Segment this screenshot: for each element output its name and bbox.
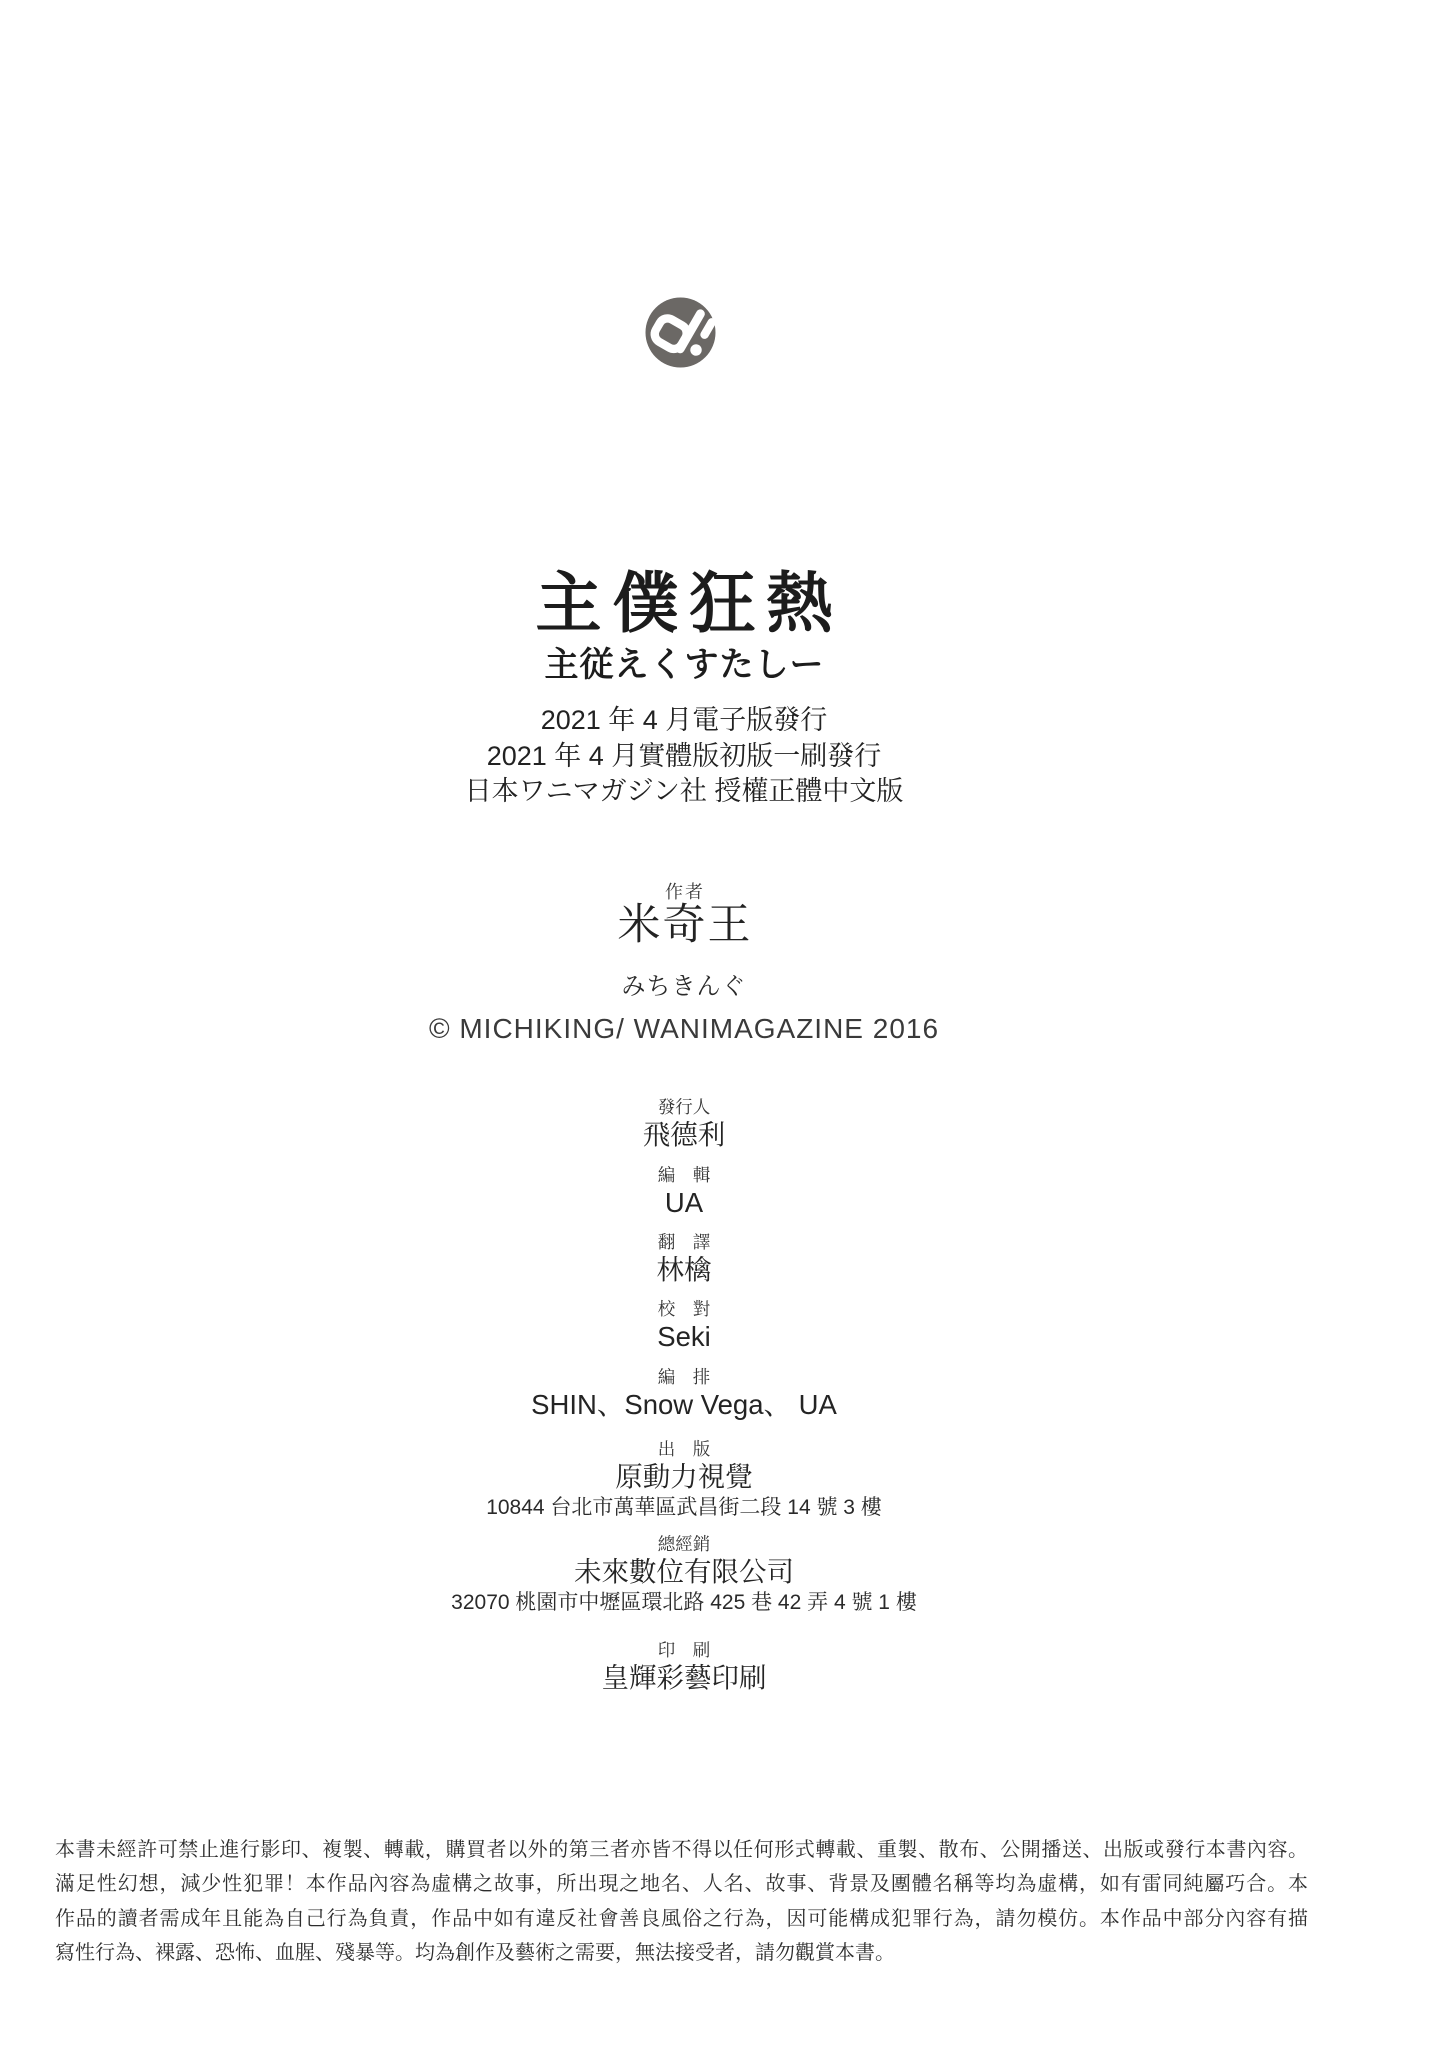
- staff-label: 翻 譯: [657, 1232, 711, 1252]
- staff-label: 校 對: [657, 1299, 711, 1319]
- copyright-line: © MICHIKING/ WANIMAGAZINE 2016: [428, 1013, 940, 1044]
- disclaimer-line: 作品的讀者需成年且能為自己行為負責，作品中如有違反社會善良風俗之行為，因可能構成犯罪行為，請勿模仿。本作品中部分內容有描: [55, 1907, 1308, 1930]
- staff-name: 飛德利: [642, 1119, 726, 1150]
- license-line: 日本ワニマガジン社 授權正體中文版: [464, 776, 904, 806]
- disclaimer-line: 滿足性幻想，減少性犯罪！本作品內容為虛構之故事，所出現之地名、人名、故事、背景及團體名稱等均為虛構，如有雷同純屬巧合。本: [55, 1873, 1308, 1896]
- edition-line-digital: 2021 年 4 月電子版發行: [540, 705, 828, 735]
- staff-name: Seki: [657, 1321, 711, 1352]
- distributor-address: 32070 桃園市中壢區環北路 425 巷 42 弄 4 號 1 樓: [451, 1591, 917, 1614]
- edition-line-print: 2021 年 4 月實體版初版一刷發行: [486, 740, 882, 771]
- book-subtitle: 主従えくすたしー: [544, 646, 825, 684]
- legal-disclaimer: [55, 1833, 1308, 1971]
- staff-name: 林檎: [656, 1254, 712, 1285]
- author-kana: みちきんぐ: [621, 973, 747, 1000]
- staff-label: 發行人: [657, 1097, 711, 1117]
- staff-name: UA: [664, 1187, 704, 1218]
- author-name: 米奇王: [617, 901, 753, 949]
- staff-entry-printer: [602, 1639, 767, 1694]
- publisher-d-logo-icon: [645, 297, 716, 368]
- book-title: 主僕狂熱: [535, 566, 844, 640]
- staff-entry-publisher-person: [643, 1096, 726, 1151]
- staff-name: 原動力視覺: [615, 1461, 753, 1492]
- edition-info: [465, 703, 904, 810]
- author-label: 作者: [665, 882, 705, 902]
- staff-name: 未來數位有限公司: [573, 1556, 794, 1587]
- disclaimer-line: 本書未經許可禁止進行影印、複製、轉載，購買者以外的第三者亦皆不得以任何形式轉載、重製、散布、公開播送、出版或發行本書內容。: [55, 1839, 1308, 1861]
- staff-label: 印 刷: [657, 1640, 711, 1660]
- staff-label: 編 輯: [657, 1165, 711, 1185]
- staff-label: 總經銷: [657, 1534, 711, 1554]
- staff-entry-editor: [658, 1164, 711, 1219]
- staff-entry-publishing-company: [486, 1438, 882, 1521]
- disclaimer-line: 寫性行為、裸露、恐怖、血腥、殘暴等。均為創作及藝術之需要，無法接受者，請勿觀賞本書。: [55, 1942, 895, 1965]
- staff-name: 皇輝彩藝印刷: [601, 1662, 767, 1693]
- staff-name: SHIN、Snow Vega、 UA: [531, 1389, 837, 1420]
- staff-entry-distributor: [451, 1533, 917, 1616]
- staff-entry-translator: [657, 1231, 712, 1286]
- staff-label: 編 排: [657, 1367, 711, 1387]
- staff-label: 出 版: [657, 1439, 711, 1459]
- staff-entry-layout: [531, 1366, 837, 1421]
- publisher-address: 10844 台北市萬華區武昌街二段 14 號 3 樓: [486, 1496, 882, 1519]
- staff-entry-proofreader: [657, 1298, 711, 1353]
